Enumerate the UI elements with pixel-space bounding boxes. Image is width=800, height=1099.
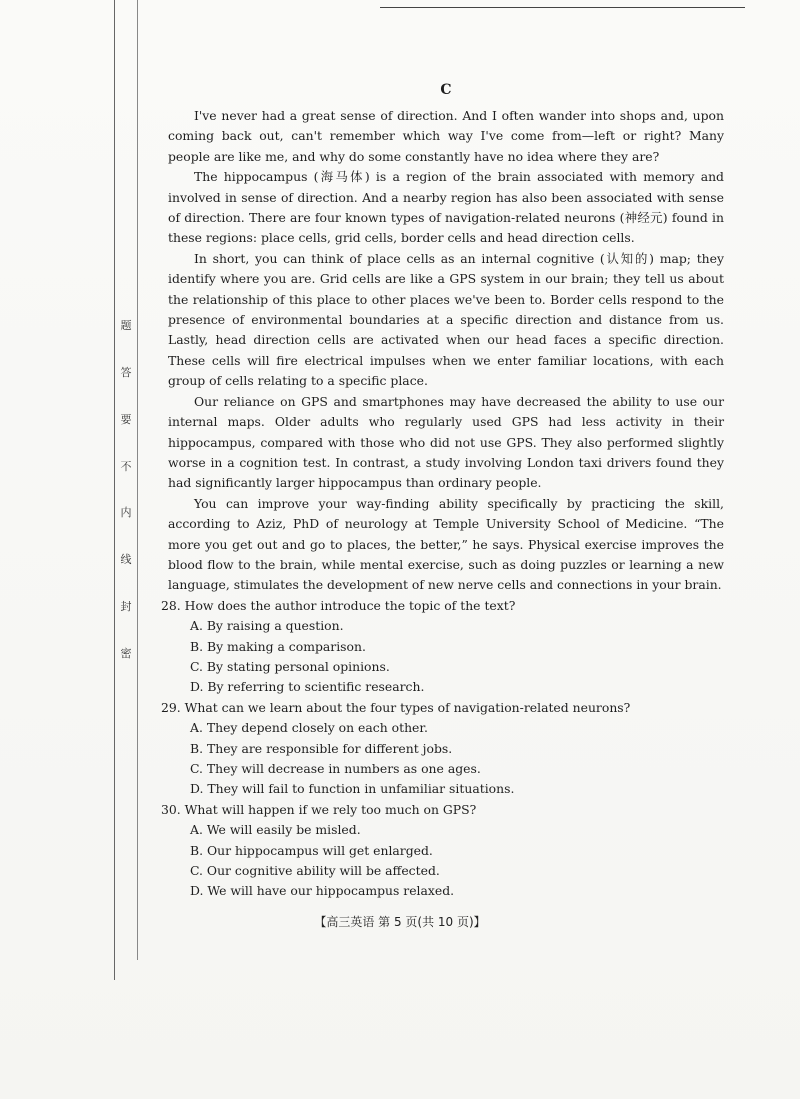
binding-line-inner <box>137 0 138 960</box>
answer-option: C. Our cognitive ability will be affected. <box>190 863 440 879</box>
seal-char: 线 <box>120 553 132 567</box>
question-list <box>161 596 724 902</box>
answer-option: B. Our hippocampus will get enlarged. <box>190 842 433 858</box>
seal-char: 题 <box>120 319 132 332</box>
answer-option: A. They depend closely on each other. <box>190 720 428 736</box>
question-stem: 29. What can we learn about the four types of navigation-related neurons? <box>161 699 631 715</box>
passage-paragraph: Our reliance on GPS and smartphones may have decreased the ability to use our internal maps. Older adults who regularly used GPS had less activity in their hippocampus, compared with those who did not use GPS. They also performed slightly worse in a cognition test. In contrast, a study involving London taxi drivers found they had significantly larger hippocampus than ordinary people. <box>168 393 724 491</box>
page-footer: 【高三英语 第 5 页(共 10 页)】 <box>314 915 486 929</box>
top-rule <box>380 7 745 8</box>
question-stem: 30. What will happen if we rely too much on GPS? <box>161 801 477 817</box>
seal-char: 不 <box>120 459 132 473</box>
seal-char: 内 <box>120 506 132 520</box>
passage-paragraph: The hippocampus (海马体) is a region of the brain associated with memory and involved in sense of direction. And a nearby region has also been associated with sense of direction. There are four known types of navigation-related neurons (神经元) found in these regions: place cells, grid cells, border cells and head direction cells. <box>168 169 724 246</box>
answer-option: D. They will fail to function in unfamiliar situations. <box>190 781 515 797</box>
answer-option: C. By stating personal opinions. <box>190 658 390 674</box>
passage-paragraph: I've never had a great sense of direction. And I often wander into shops and, upon coming back out, can't remember which way I've come from—left or right? Many people are like me, and why do some constantly have no idea where they are? <box>168 108 724 164</box>
answer-option: A. We will easily be misled. <box>190 822 361 838</box>
passage-paragraph: In short, you can think of place cells as an internal cognitive (认知的) map; they identify where you are. Grid cells are like a GPS system in our brain; they tell us about the relationship of this place to other places we've been to. Border cells respond to the presence of environmental boundaries at a specific direction and distance from us. Lastly, head direction cells are activated when our head faces a specific direction. These cells will fire electrical impulses when we enter familiar locations, with each group of cells relating to a specific place. <box>168 250 724 389</box>
answer-option: D. We will have our hippocampus relaxed. <box>190 883 455 899</box>
passage-paragraph: You can improve your way-finding ability specifically by practicing the skill, according to Aziz, PhD of neurology at Temple University School of Medicine. “The more you get out and go to places, the better,” he says. Physical exercise improves the blood flow to the brain, while mental exercise, such as doing puzzles or learning a new language, stimulates the development of new nerve cells and connections in your brain. <box>168 495 724 593</box>
seal-char: 密 <box>120 646 132 660</box>
seal-char: 答 <box>120 365 132 379</box>
question-stem: 28. How does the author introduce the topic of the text? <box>161 597 516 613</box>
answer-option: C. They will decrease in numbers as one ages. <box>190 761 481 776</box>
seal-char: 要 <box>120 412 132 426</box>
passage-heading: C <box>440 82 452 98</box>
answer-option: A. By raising a question. <box>190 618 344 634</box>
answer-option: B. They are responsible for different jobs. <box>190 740 453 756</box>
seal-line-strip <box>118 320 134 660</box>
passage-content <box>161 82 724 902</box>
binding-line-outer <box>114 0 115 980</box>
answer-option: D. By referring to scientific research. <box>190 679 425 695</box>
seal-char: 封 <box>120 600 132 614</box>
answer-option: B. By making a comparison. <box>190 638 366 654</box>
